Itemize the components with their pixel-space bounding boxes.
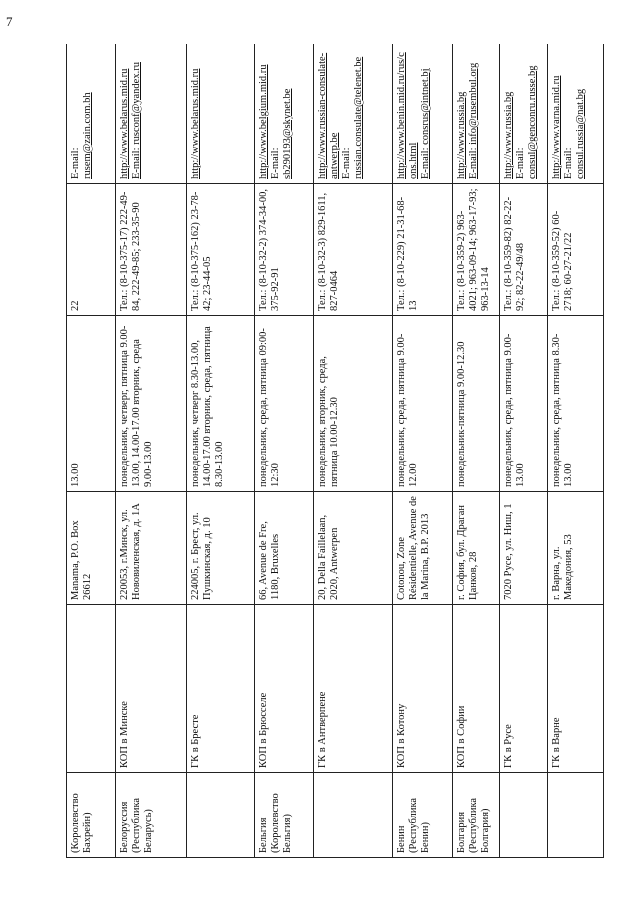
cell-office: КОП в Брюсселе	[254, 605, 313, 773]
cell-phone: Тел.: (8-10-375-162) 23-78-42; 23-44-05	[186, 184, 254, 316]
cell-hours: понедельник, среда, пятница 09:00-12:30	[254, 316, 313, 492]
cell-hours: понедельник, четверг 8.30-13.00, 14.00-17.00 вторник, среда, пятница 8.30-13.00	[186, 316, 254, 492]
cell-phone: Тел.: (8-10-359-82) 82-22-92; 82-22-49/48	[500, 184, 548, 316]
cell-office: ГК в Бресте	[186, 605, 254, 773]
contact-link[interactable]: rusem@zain.com.bh	[82, 92, 93, 179]
consulates-table	[66, 44, 604, 858]
cell-office: ГК в Русе	[500, 605, 548, 773]
cell-phone: Тел.: (8-10-32-3) 829-1611, 827-0464	[314, 184, 393, 316]
cell-address: г. София, бул. Драган Цанков, 28	[452, 492, 500, 605]
contact-label: E-mail:	[269, 147, 281, 179]
cell-address: 20, Della Faillelaan, 2020, Antwerpen	[314, 492, 393, 605]
cell-links	[67, 44, 116, 184]
cell-country	[547, 773, 603, 858]
cell-links	[254, 44, 313, 184]
cell-links	[115, 44, 186, 184]
table-row	[254, 44, 313, 858]
table-row	[547, 44, 603, 858]
table-row	[452, 44, 500, 858]
contact-label: E-mail:	[70, 147, 81, 179]
table-row	[67, 44, 116, 858]
cell-hours: понедельник, среда, пятница 8.30-13.00	[547, 316, 603, 492]
cell-hours: понедельник-пятница 9.00-12.30	[452, 316, 500, 492]
contact-link[interactable]: http://www.belarus.mid.ru	[189, 68, 201, 179]
cell-phone: 22	[67, 184, 116, 316]
cell-links	[393, 44, 452, 184]
table-row	[314, 44, 393, 858]
cell-links	[186, 44, 254, 184]
contact-link[interactable]: russian.consulate@telenet.be	[353, 56, 365, 179]
cell-links	[314, 44, 393, 184]
contact-link[interactable]: E-mail: consrus@intnet.bj	[420, 68, 432, 179]
table-row	[186, 44, 254, 858]
rotated-table-container	[66, 44, 604, 858]
page-number: 7	[6, 14, 13, 29]
cell-links	[452, 44, 500, 184]
contact-link[interactable]: http://www.belgium.mid.ru	[257, 64, 269, 179]
rotated-page	[66, 44, 604, 858]
cell-address: г. Варна, ул. Македония, 53	[547, 492, 603, 605]
contact-link[interactable]: http://www.russia.bg	[455, 91, 467, 179]
contact-label: E-mail:	[562, 147, 574, 179]
cell-address: Manama, P.O. Box 26612	[67, 492, 116, 605]
cell-office	[67, 605, 116, 773]
cell-phone: Тел.: (8-10-229) 21-31-68-13	[393, 184, 452, 316]
cell-hours: понедельник, вторник, среда, пятница 10.00-12.30	[314, 316, 393, 492]
cell-office: КОП в Котону	[393, 605, 452, 773]
cell-office: КОП в Минске	[115, 605, 186, 773]
table-row	[115, 44, 186, 858]
cell-phone: Тел.: (8-10-359-52) 60-2718; 60-27-21/22	[547, 184, 603, 316]
cell-hours: понедельник, среда, пятница 9.00-13.00	[500, 316, 548, 492]
contact-label: E-mail:	[341, 147, 353, 179]
contact-label: E-mail:	[515, 147, 527, 179]
cell-country	[314, 773, 393, 858]
cell-phone: Тел.: (8-10-359-2) 963-4021; 963-09-14; 963-17-93; 963-13-14	[452, 184, 500, 316]
contact-link[interactable]: http://www.russian-consulate-antwerp.be	[317, 52, 341, 179]
table-row	[500, 44, 548, 858]
cell-country: Болгария (Республика Болгария)	[452, 773, 500, 858]
cell-country: Бенин (Республика Бенин)	[393, 773, 452, 858]
table-row	[393, 44, 452, 858]
cell-address: 220053, г.Минск, ул. Нововиленская, д. 1А	[115, 492, 186, 605]
cell-office: ГК в Варне	[547, 605, 603, 773]
cell-country: (Королевство Бахрейн)	[67, 773, 116, 858]
cell-links	[547, 44, 603, 184]
cell-country: Бельгия (Королевство Бельгия)	[254, 773, 313, 858]
contact-link[interactable]: E-mail: rusconf@yandex.ru	[130, 62, 142, 179]
contact-link[interactable]: http://www.belarus.mid.ru	[118, 68, 130, 179]
contact-link[interactable]: E-mail: info@rusembul.org	[467, 62, 479, 179]
cell-country	[500, 773, 548, 858]
cell-office: КОП в Софии	[452, 605, 500, 773]
cell-address: 66, Avenue de Fre, 1180, Bruxelles	[254, 492, 313, 605]
contact-link[interactable]: consul.russia@nat.bg	[574, 88, 586, 179]
cell-address: Cotonou, Zone Résidentielle, Avenue de la Marina, B.P. 2013	[393, 492, 452, 605]
contact-link[interactable]: http://www.russia.bg	[503, 91, 515, 179]
cell-hours: 13.00	[67, 316, 116, 492]
contact-link[interactable]: http://www.varna.mid.ru	[550, 75, 562, 179]
cell-office: ГК в Антверпене	[314, 605, 393, 773]
cell-country	[186, 773, 254, 858]
cell-hours: понедельник, четверг, пятница 9.00-13.00, 14.00-17.00 вторник, среда 9.00-13.00	[115, 316, 186, 492]
contact-link[interactable]: http://www.benin.mid.ru/rus/cons.html	[396, 52, 420, 179]
cell-address: 7020 Русе, ул. Ниш, 1	[500, 492, 548, 605]
cell-country: Белоруссия (Республика Беларусь)	[115, 773, 186, 858]
table-body	[67, 44, 604, 858]
cell-address: 224005, г. Брест, ул. Пушкинская, д. 10	[186, 492, 254, 605]
cell-phone: Тел.: (8-10-32-2) 374-34-00, 375-92-91	[254, 184, 313, 316]
contact-link[interactable]: consul@genconru.russe.bg	[527, 65, 539, 179]
cell-links	[500, 44, 548, 184]
cell-phone: Тел.: (8-10-375-17) 222-49-84, 222-49-85; 233-35-90	[115, 184, 186, 316]
cell-hours: понедельник, среда, пятница 9.00-12.00	[393, 316, 452, 492]
contact-link[interactable]: sb290193@skynet.be	[281, 88, 293, 179]
